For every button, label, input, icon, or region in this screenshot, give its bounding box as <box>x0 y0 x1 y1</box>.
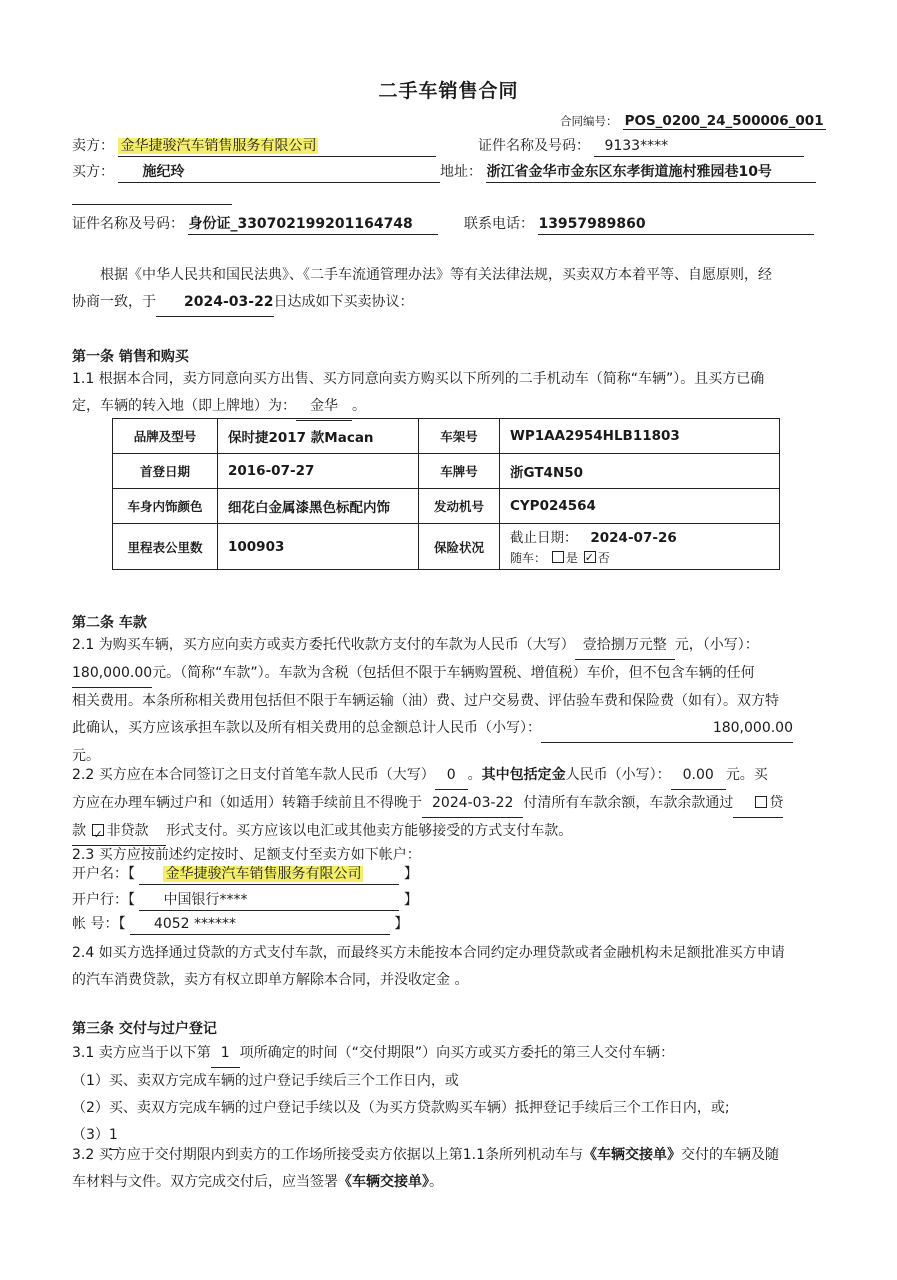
plate-value: 浙GT4N50 <box>500 454 780 489</box>
color-label: 车身内饰颜色 <box>113 489 218 524</box>
article-2-title: 第二条 车款 <box>72 615 147 631</box>
vehicle-info-table <box>112 418 780 570</box>
seller-row: 卖方： 金华捷骏汽车销售服务有限公司 <box>72 136 436 157</box>
follow-no-checkbox <box>584 551 596 563</box>
table-row <box>113 454 780 489</box>
price-upper: 壹拾捌万元整 <box>575 632 675 660</box>
mileage-label: 里程表公里数 <box>113 524 218 570</box>
table-row <box>113 419 780 454</box>
engine-label: 发动机号 <box>419 489 500 524</box>
article-2-4: 2.4 如买方选择通过贷款的方式支付车款，而最终买方未能按本合同约定办理贷款或者金融机构未足额批准买方申请 的汽车消费贷款，卖方有权立即单方解除本合同，并没收定金 。 <box>72 945 785 988</box>
color-value: 细花白金属漆黑色标配内饰 <box>218 489 419 524</box>
account-number: 4052 ****** <box>130 914 390 935</box>
buyer-id-row: 证件名称及号码： 身份证_330702199201164748 <box>72 214 438 235</box>
phone-row: 联系电话： 13957989860 <box>464 214 814 235</box>
article-3-title: 第三条 交付与过户登记 <box>72 1021 217 1037</box>
seller-name: 金华捷骏汽车销售服务有限公司 <box>120 138 317 154</box>
account-name-row: 开户名：【 金华捷骏汽车销售服务有限公司 】 <box>72 864 418 885</box>
buyer-id: 身份证_330702199201164748 <box>188 214 438 235</box>
insurance-expiry: 2024-07-26 <box>590 529 677 546</box>
article-3-2: 3.2 买方应于交付期限内到卖方的工作场所接受卖方依据以上第1.1条所列机动车与《车辆交接单》交付的车辆及随 车材料与文件。双方完成交付后，应当签署《车辆交接单》。 <box>72 1147 779 1190</box>
account-number-row: 帐 号：【 4052 ****** 】 <box>72 914 408 935</box>
contract-number: 合同编号： POS_0200_24_500006_001 <box>560 113 824 129</box>
article-2-3: 2.3 买方应按前述约定按时、足额支付至卖方如下帐户： <box>72 847 421 863</box>
plate-label: 车牌号 <box>419 454 500 489</box>
mileage-value: 100903 <box>218 524 419 570</box>
brand-value: 保时捷2017 款Macan <box>218 419 419 454</box>
vin-value: WP1AA2954HLB11803 <box>500 419 780 454</box>
first-reg-label: 首登日期 <box>113 454 218 489</box>
intro-paragraph: 根据《中华人民共和国民法典》、《二手车流通管理办法》等有关法律法规，买卖双方本着平等、自愿原则，经 协商一致，于 2024-03-22日达成如下买卖协议： <box>72 262 832 317</box>
brand-label: 品牌及型号 <box>113 419 218 454</box>
seller-id-row: 证件名称及号码： 9133**** <box>478 136 804 157</box>
first-reg-value: 2016-07-27 <box>218 454 419 489</box>
buyer-phone: 13957989860 <box>538 214 814 235</box>
address-continuation-line <box>72 204 232 205</box>
final-payment-date: 2024-03-22 <box>422 790 523 818</box>
table-row <box>113 489 780 524</box>
loan-checkbox <box>755 796 767 808</box>
table-row <box>113 524 780 570</box>
article-3-1: 3.1 卖方应当于以下第 1 项所确定的时间（“交付期限”）向买方或买方委托的第三人交付车辆： （1）买、卖双方完成车辆的过户登记手续后三个工作日内，或 （2）买、卖双方完成车辆的过户登记手续以及（为买方贷款购买车辆）抵押登记手续后三个工作日内，或; （3）1 <box>72 1040 832 1150</box>
agreement-date: 2024-03-22 <box>156 289 274 317</box>
first-payment: 0 <box>435 762 468 790</box>
article-1-1: 1.1 根据本合同，卖方同意向买方出售、买方同意向卖方购买以下所列的二手机动车（简称“车辆”）。且买方已确 定，车辆的转入地（即上牌地）为： 金华 。 <box>72 366 832 421</box>
article-2-2: 2.2 买方应在本合同签订之日支付首笔车款人民币（大写） 0 。其中包括定金人民币（小写）： 0.00 元。买 方应在办理车辆过户和（如适用）转籍手续前且不得晚于 2024-03-22 付清所有车款余额，车款余款通过 贷 款 ✓ 非贷款 形式支付。买方应该以电汇或其他卖方能够接受的方式支付车款。 <box>72 762 832 846</box>
follow-yes-checkbox <box>552 551 564 563</box>
delivery-option-3: 1 <box>109 1122 118 1150</box>
buyer-address: 浙江省金华市金东区东孝街道施村雅园巷10号 <box>486 162 816 183</box>
insurance-label: 保险状况 <box>419 524 500 570</box>
delivery-option: 1 <box>211 1040 240 1068</box>
buyer-row: 买方： 施纪玲 <box>72 162 440 183</box>
price-lower: 180,000.00 <box>72 660 152 688</box>
article-1-title: 第一条 销售和购买 <box>72 349 189 365</box>
account-bank: 中国银行**** <box>139 890 399 911</box>
deposit-amount: 0.00 <box>671 762 726 790</box>
registration-place: 金华 <box>296 393 352 421</box>
engine-value: CYP024564 <box>500 489 780 524</box>
page-title: 二手车销售合同 <box>378 80 519 102</box>
seller-id: 9133**** <box>594 136 804 157</box>
account-bank-row: 开户行：【 中国银行**** 】 <box>72 890 418 911</box>
buyer-name: 施纪玲 <box>118 162 440 183</box>
insurance-value: 截止日期： 2024-07-26 随车： 是 ✓ 否 <box>500 524 780 570</box>
account-name: 金华捷骏汽车销售服务有限公司 <box>165 866 362 882</box>
no-loan-checkbox <box>92 824 104 836</box>
total-amount: 180,000.00 <box>541 715 793 743</box>
vin-label: 车架号 <box>419 419 500 454</box>
address-row: 地址： 浙江省金华市金东区东孝街道施村雅园巷10号 <box>440 162 816 183</box>
article-2-1: 2.1 为购买车辆，买方应向卖方或卖方委托代收款方支付的车款为人民币（大写） 壹拾捌万元整 元，（小写）： 180,000.00元。（简称“车款”）。车款为含税（包括但不限于车辆购置税、增值税）车价，但不包含车辆的任何 相关费用。本条所称相关费用包括但不限于车辆运输（油）费、过户交易费、评估验车费和保险费（如有）。双方特 此确认，买方应该承担车款以及所有相关费用的总金额总计人民币（小写）： 180,000.00 元。 <box>72 632 832 770</box>
follow-car-row: 随车： 是 ✓ 否 <box>510 551 610 565</box>
